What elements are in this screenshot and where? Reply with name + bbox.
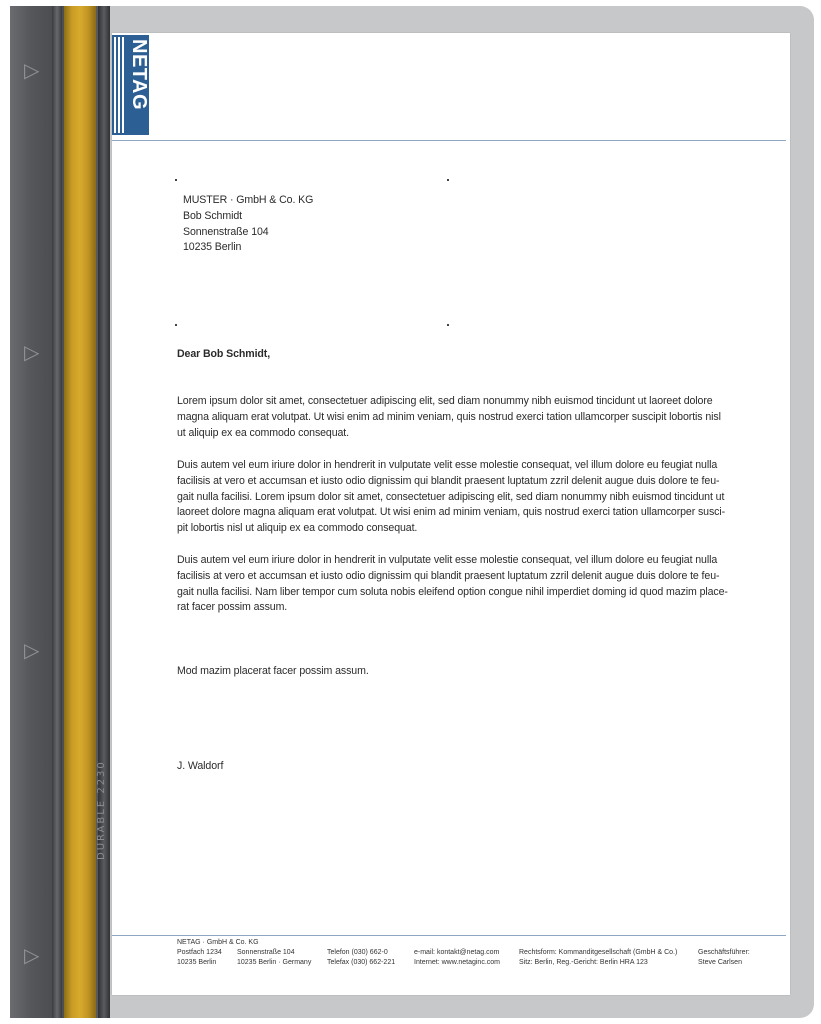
recipient-name: Bob Schmidt <box>183 209 242 222</box>
footer-address-column <box>237 948 311 968</box>
address-window-mark <box>447 179 449 181</box>
text-line: Lorem ipsum dolor sit amet, consectetuer adipiscing elit, sed diam nonummy nibh euismod tincidunt ut laoreet dolore <box>177 395 713 407</box>
footer-text: Rechtsform: Kommanditgesellschaft (GmbH & Co.) <box>519 949 678 956</box>
binder-notch-icon: ▷ <box>24 943 40 967</box>
text-line: facilisis at vero et accumsan et iusto odio dignissim qui blandit praesent luptatum zzril delenit augue duis dolore te feu- <box>177 569 720 582</box>
letter-page <box>112 33 790 995</box>
footer-text: Postfach 1234 <box>177 949 222 956</box>
closing-line: Mod mazim placerat facer possim assum. <box>177 665 369 677</box>
binder-label-strip <box>64 6 96 1018</box>
salutation: Dear Bob Schmidt, <box>177 348 271 360</box>
address-window-mark <box>447 324 449 326</box>
footer-text: Internet: www.netaginc.com <box>414 959 500 966</box>
address-window-mark <box>175 324 177 326</box>
footer-phone-column <box>327 948 395 968</box>
text-line: magna aliquam erat volutpat. Ut wisi enim ad minim veniam, quis nostrud exerci tation ullamcorper suscipit lobortis nisl <box>177 410 721 423</box>
footer-text: 10235 Berlin · Germany <box>237 959 312 966</box>
netag-logo <box>112 35 149 135</box>
binder-brand-mark: DURABLE 2230 <box>96 760 107 860</box>
body-paragraph <box>177 458 757 537</box>
text-line: gait nulla facilisi. Lorem ipsum dolor sit amet, consectetuer adipiscing elit, sed diam nonummy nibh euismod tincidunt ut <box>177 490 725 503</box>
recipient-address <box>183 193 313 256</box>
footer-text: Telefax (030) 662-221 <box>327 959 396 966</box>
header-divider <box>112 140 786 141</box>
body-paragraph <box>177 394 757 441</box>
binder-notch-icon: ▷ <box>24 638 40 662</box>
binder-notch-icon: ▷ <box>24 58 40 82</box>
text-line: Duis autem vel eum iriure dolor in hendrerit in vulputate velit esse molestie consequat, vel illum dolore eu feugiat nulla <box>177 459 718 471</box>
logo-wordmark: NETAG <box>128 39 150 111</box>
binder-rail <box>98 6 110 1018</box>
footer-text: Telefon (030) 662-0 <box>327 949 388 956</box>
binder-notch-icon: ▷ <box>24 340 40 364</box>
footer-text: Geschäftsführer: <box>698 949 750 956</box>
footer-text: e-mail: kontakt@netag.com <box>414 949 500 956</box>
footer-text: 10235 Berlin <box>177 959 217 966</box>
footer-text: Sitz: Berlin, Reg.-Gericht: Berlin HRA 123 <box>519 959 648 966</box>
recipient-company: MUSTER · GmbH & Co. KG <box>183 194 314 206</box>
recipient-city: 10235 Berlin <box>183 241 242 254</box>
text-line: laoreet dolore magna aliquam erat volutpat. Ut wisi enim ad minim veniam, quis nostrud exerci tation ullamcorper susci- <box>177 506 726 519</box>
text-line: gait nulla facilisi. Nam liber tempor cum soluta nobis eleifend option congue nihil imperdiet doming id quod mazim place- <box>177 585 728 598</box>
text-line: rat facer possim assum. <box>177 601 288 614</box>
text-line: facilisis at vero et accumsan et iusto odio dignissim qui blandit praesent luptatum zzril delenit augue duis dolore te feu- <box>177 474 720 487</box>
address-window-mark <box>175 179 177 181</box>
footer-contact-column <box>414 948 500 968</box>
footer-director-column <box>698 948 750 968</box>
footer-text: Steve Carlsen <box>698 959 742 966</box>
signature-name: J. Waldorf <box>177 760 224 772</box>
binder-spine-groove <box>52 6 62 1018</box>
recipient-street: Sonnenstraße 104 <box>183 225 269 238</box>
footer-divider <box>112 935 786 936</box>
footer-company: NETAG · GmbH & Co. KG <box>177 939 259 946</box>
footer-text: Sonnenstraße 104 <box>237 949 295 956</box>
text-line: ut aliquip ex ea commodo consequat. <box>177 426 349 439</box>
text-line: Duis autem vel eum iriure dolor in hendrerit in vulputate velit esse molestie consequat, vel illum dolore eu feugiat nulla <box>177 554 718 566</box>
logo-stripes <box>114 37 126 133</box>
text-line: pit lobortis nisl ut aliquip ex ea commodo consequat. <box>177 522 418 535</box>
footer-legal-column <box>519 948 677 968</box>
body-paragraph <box>177 553 757 616</box>
